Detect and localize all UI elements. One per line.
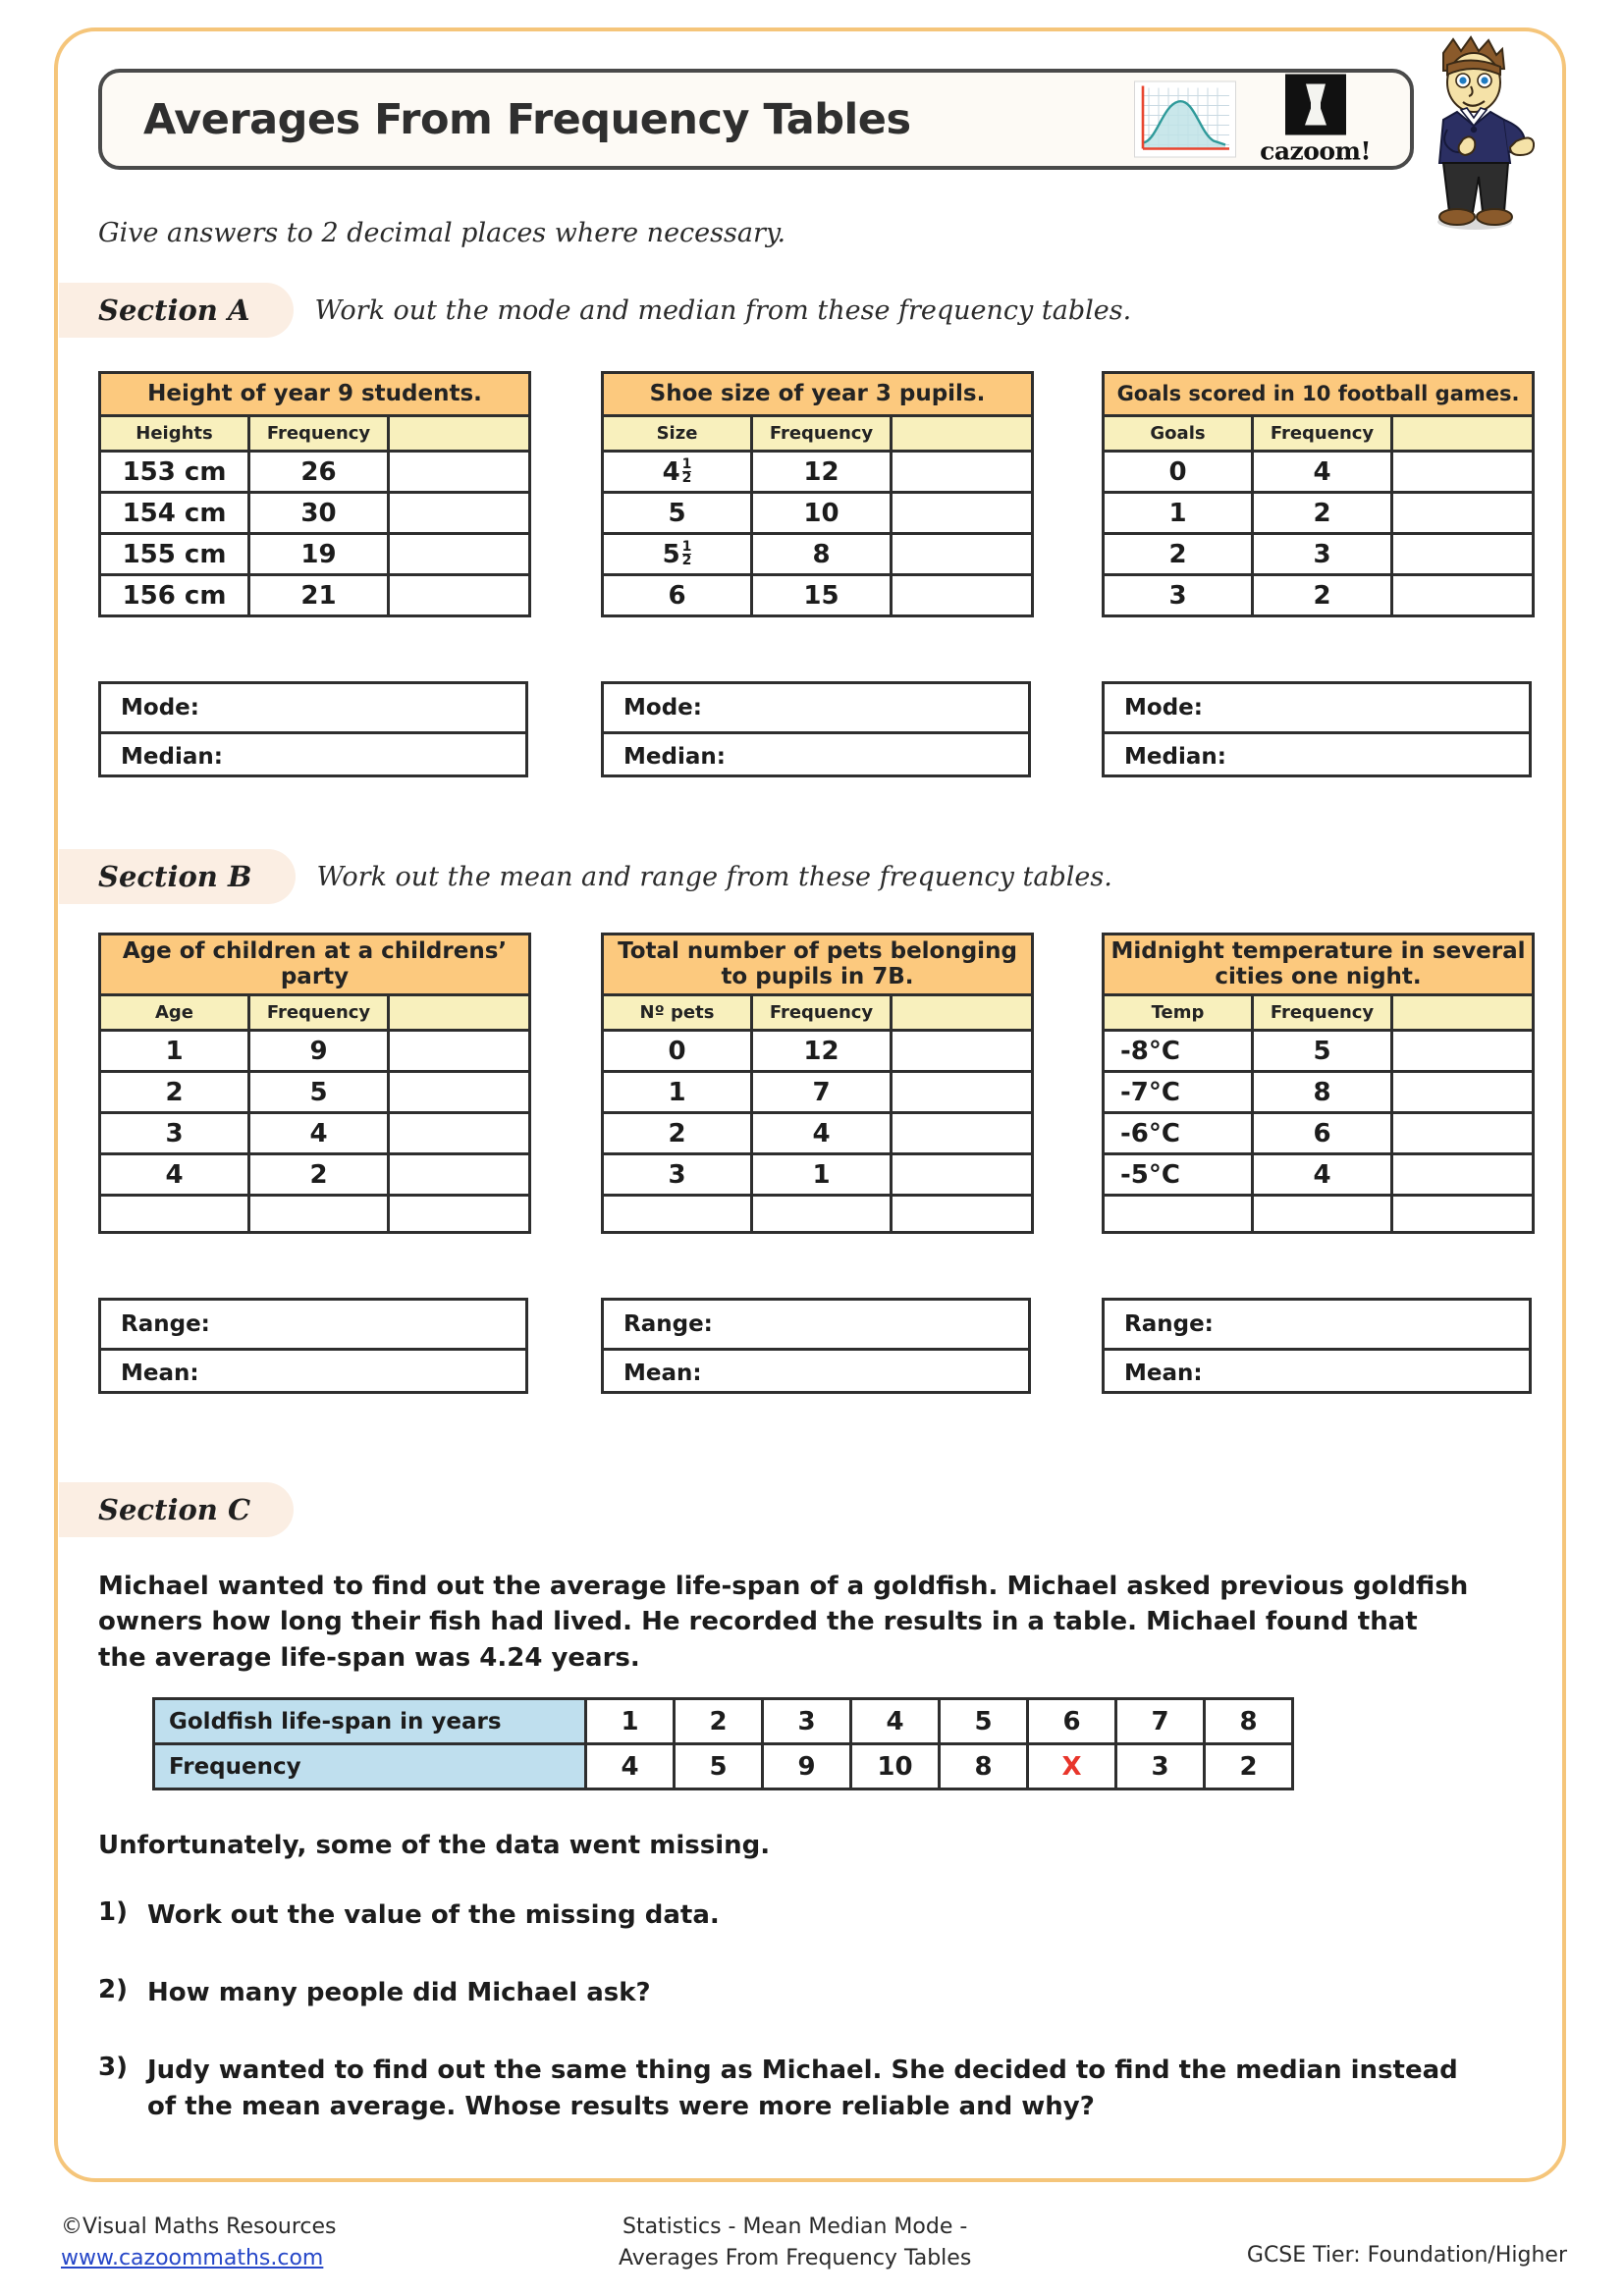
cell-total-blank[interactable]	[892, 1196, 1033, 1233]
answer-box-a1	[98, 681, 528, 777]
cell-frequency: 4	[586, 1744, 675, 1789]
cell-value: 3	[1104, 575, 1253, 616]
cell-working-blank[interactable]	[389, 452, 530, 493]
table-row	[603, 452, 1033, 493]
cell-lifespan: 1	[586, 1699, 675, 1744]
cell-working-blank[interactable]	[389, 1072, 530, 1113]
table-title: Total number of pets belonging to pupils in 7B.	[603, 934, 1033, 995]
section-a-header	[98, 283, 1131, 338]
column-header: Frequency	[752, 995, 892, 1031]
cell-frequency: 1	[752, 1154, 892, 1196]
table-row	[603, 575, 1033, 616]
answer-range[interactable]: Range:	[623, 1311, 713, 1337]
cell-frequency: 2	[1253, 493, 1392, 534]
cell-value: 155 cm	[100, 534, 249, 575]
question-2-number: 2)	[98, 1975, 128, 2004]
cell-total-blank[interactable]	[603, 1196, 752, 1233]
cell-total-blank[interactable]	[1392, 1196, 1534, 1233]
cell-value: 0	[603, 1031, 752, 1072]
cell-working-blank[interactable]	[389, 1031, 530, 1072]
answer-mode[interactable]: Mode:	[623, 695, 702, 721]
section-c-note: Unfortunately, some of the data went missing.	[98, 1831, 771, 1860]
cell-frequency: 21	[249, 575, 389, 616]
row-label-frequency: Frequency	[154, 1744, 586, 1789]
answer-box-a3	[1102, 681, 1532, 777]
answer-range[interactable]: Range:	[1124, 1311, 1214, 1337]
cell-working-blank[interactable]	[1392, 1154, 1534, 1196]
cell-lifespan: 3	[763, 1699, 851, 1744]
answer-mean[interactable]: Mean:	[1105, 1348, 1529, 1395]
table-total-row	[603, 1196, 1033, 1233]
column-header: Frequency	[1253, 416, 1392, 452]
cell-frequency: 30	[249, 493, 389, 534]
table-row	[100, 1154, 530, 1196]
column-header: Frequency	[249, 416, 389, 452]
section-b-label: Section B	[98, 860, 252, 893]
table-total-row	[1104, 1196, 1534, 1233]
answer-box-b2	[601, 1298, 1031, 1394]
question-1-text: Work out the value of the missing data.	[147, 1900, 720, 1930]
cell-frequency: 6	[1253, 1113, 1392, 1154]
table-row	[603, 493, 1033, 534]
table-height-year9	[98, 371, 531, 617]
cell-value: 3	[603, 1154, 752, 1196]
table-row	[603, 1072, 1033, 1113]
answer-box-b1	[98, 1298, 528, 1394]
column-header: Frequency	[1253, 995, 1392, 1031]
cell-working-blank[interactable]	[892, 1072, 1033, 1113]
cell-value: 4 $\frac{1}{2}$	[603, 452, 752, 493]
cell-frequency: 5	[1253, 1031, 1392, 1072]
cell-frequency: 26	[249, 452, 389, 493]
table-row	[1104, 575, 1534, 616]
cell-lifespan: 4	[851, 1699, 940, 1744]
cell-frequency: 7	[752, 1072, 892, 1113]
cell-working-blank[interactable]	[892, 534, 1033, 575]
column-header-blank	[389, 416, 530, 452]
cell-working-blank[interactable]	[892, 1031, 1033, 1072]
table-age-children-party	[98, 933, 531, 1234]
cell-frequency: 19	[249, 534, 389, 575]
cell-total-blank[interactable]	[752, 1196, 892, 1233]
footer-website-link[interactable]: www.cazoommaths.com	[61, 2245, 324, 2270]
answer-box-b3	[1102, 1298, 1532, 1394]
section-c-pill	[59, 1482, 294, 1537]
table-title: Shoe size of year 3 pupils.	[603, 373, 1033, 416]
cell-working-blank[interactable]	[1392, 1031, 1534, 1072]
answer-mode[interactable]: Mode:	[121, 695, 199, 721]
cell-frequency: 4	[1253, 452, 1392, 493]
table-goldfish-lifespan	[152, 1697, 1294, 1790]
table-title: Height of year 9 students.	[100, 373, 530, 416]
table-row	[1104, 1072, 1534, 1113]
cell-frequency: 3	[1253, 534, 1392, 575]
cell-working-blank[interactable]	[1392, 493, 1534, 534]
cell-frequency: 8	[940, 1744, 1028, 1789]
question-3-text: Judy wanted to find out the same thing as Michael. She decided to find the median instead of the mean average. Whose results were more reliable and why?	[147, 2056, 1458, 2121]
answer-median[interactable]: Median:	[1105, 731, 1529, 778]
page-title: Averages From Frequency Tables	[143, 94, 911, 144]
footer-copyright: ©Visual Maths Resources	[61, 2215, 337, 2239]
cell-frequency: 3	[1116, 1744, 1205, 1789]
section-c-header	[98, 1482, 294, 1537]
table-row-lifespan	[154, 1699, 1293, 1744]
table-row	[603, 534, 1033, 575]
cell-frequency: 9	[763, 1744, 851, 1789]
answer-median[interactable]: Median:	[604, 731, 1028, 778]
question-2-text: How many people did Michael ask?	[147, 1978, 651, 2007]
cell-frequency-missing: X	[1028, 1744, 1116, 1789]
cell-frequency: 12	[752, 1031, 892, 1072]
table-row	[100, 493, 530, 534]
answer-range[interactable]: Range:	[121, 1311, 210, 1337]
table-row	[603, 1031, 1033, 1072]
cell-value: 3	[100, 1113, 249, 1154]
column-header: Size	[603, 416, 752, 452]
column-header: Nº pets	[603, 995, 752, 1031]
page-footer	[0, 2204, 1624, 2292]
question-3-number: 3)	[98, 2053, 128, 2082]
cell-frequency: 5	[249, 1072, 389, 1113]
footer-center	[619, 2212, 971, 2274]
table-pets-7b	[601, 933, 1034, 1234]
cell-lifespan: 7	[1116, 1699, 1205, 1744]
answer-mode[interactable]: Mode:	[1124, 695, 1203, 721]
cell-working-blank[interactable]	[892, 1113, 1033, 1154]
cell-working-blank[interactable]	[389, 493, 530, 534]
answer-box-a2	[601, 681, 1031, 777]
cell-frequency: 2	[1253, 575, 1392, 616]
cell-lifespan: 2	[675, 1699, 763, 1744]
cell-value: 2	[1104, 534, 1253, 575]
cell-working-blank[interactable]	[1392, 1072, 1534, 1113]
section-b-pill	[59, 849, 296, 904]
table-row	[100, 1072, 530, 1113]
section-a-description: Work out the mode and median from these frequency tables.	[314, 294, 1132, 326]
cell-frequency: 10	[851, 1744, 940, 1789]
footer-left	[61, 2212, 337, 2274]
cell-value: 6	[603, 575, 752, 616]
hourglass-icon	[1285, 74, 1346, 134]
cell-frequency: 9	[249, 1031, 389, 1072]
cell-total-blank[interactable]	[389, 1196, 530, 1233]
table-row	[1104, 493, 1534, 534]
table-title: Midnight temperature in several cities one night.	[1104, 934, 1534, 995]
title-bar	[98, 69, 1414, 170]
section-c-paragraph: Michael wanted to find out the average life-span of a goldfish. Michael asked previous goldfish owners how long their fish had lived. He recorded the results in a table. Michael found that the average life-span was 4.24 years.	[98, 1572, 1469, 1673]
cell-working-blank[interactable]	[1392, 534, 1534, 575]
section-b-description: Work out the mean and range from these frequency tables.	[316, 861, 1112, 892]
cell-value: 153 cm	[100, 452, 249, 493]
table-row	[603, 1113, 1033, 1154]
cell-working-blank[interactable]	[892, 1154, 1033, 1196]
table-title: Goals scored in 10 football games.	[1104, 373, 1534, 416]
section-a-label: Section A	[98, 294, 250, 327]
question-1-number: 1)	[98, 1897, 128, 1927]
cell-lifespan: 6	[1028, 1699, 1116, 1744]
cell-total-blank[interactable]	[1104, 1196, 1253, 1233]
cell-frequency: 2	[249, 1154, 389, 1196]
table-row	[100, 1031, 530, 1072]
table-row	[1104, 534, 1534, 575]
cell-working-blank[interactable]	[389, 575, 530, 616]
cell-total-blank[interactable]	[100, 1196, 249, 1233]
column-header-blank	[892, 416, 1033, 452]
cell-working-blank[interactable]	[892, 452, 1033, 493]
cell-frequency: 8	[1253, 1072, 1392, 1113]
table-row	[100, 452, 530, 493]
cell-working-blank[interactable]	[1392, 452, 1534, 493]
cell-frequency: 2	[1205, 1744, 1293, 1789]
cell-value: -8°C	[1104, 1031, 1253, 1072]
footer-tier: GCSE Tier: Foundation/Higher	[1246, 2243, 1567, 2268]
student-mascot-icon	[1414, 35, 1546, 232]
column-header-blank	[389, 995, 530, 1031]
column-header: Frequency	[249, 995, 389, 1031]
cell-frequency: 15	[752, 575, 892, 616]
answer-median[interactable]: Median:	[101, 731, 525, 778]
cell-value: 2	[603, 1113, 752, 1154]
column-header-blank	[892, 995, 1033, 1031]
cell-value: -7°C	[1104, 1072, 1253, 1113]
table-row	[1104, 1154, 1534, 1196]
instruction-text: Give answers to 2 decimal places where necessary.	[98, 218, 786, 248]
cell-value: 1	[603, 1072, 752, 1113]
cazoom-logo	[1260, 74, 1371, 165]
table-row	[100, 534, 530, 575]
cell-value: -5°C	[1104, 1154, 1253, 1196]
cell-frequency: 4	[249, 1113, 389, 1154]
section-b-header	[98, 849, 1112, 904]
cell-working-blank[interactable]	[892, 493, 1033, 534]
cell-value: 2	[100, 1072, 249, 1113]
column-header: Heights	[100, 416, 249, 452]
cell-value: 154 cm	[100, 493, 249, 534]
column-header-blank	[1392, 995, 1534, 1031]
table-goals-football	[1102, 371, 1535, 617]
table-row	[1104, 452, 1534, 493]
table-midnight-temperature	[1102, 933, 1535, 1234]
cell-frequency: 5	[675, 1744, 763, 1789]
table-row	[1104, 1113, 1534, 1154]
row-label-lifespan: Goldfish life-span in years	[154, 1699, 586, 1744]
cell-working-blank[interactable]	[1392, 575, 1534, 616]
cell-working-blank[interactable]	[389, 1113, 530, 1154]
cell-total-blank[interactable]	[1253, 1196, 1392, 1233]
cell-working-blank[interactable]	[389, 534, 530, 575]
section-c-label: Section C	[98, 1493, 251, 1526]
table-row	[100, 1113, 530, 1154]
cell-working-blank[interactable]	[892, 575, 1033, 616]
table-row-frequency	[154, 1744, 1293, 1789]
cell-lifespan: 8	[1205, 1699, 1293, 1744]
column-header: Age	[100, 995, 249, 1031]
cell-working-blank[interactable]	[389, 1154, 530, 1196]
cell-frequency: 4	[752, 1113, 892, 1154]
cell-lifespan: 5	[940, 1699, 1028, 1744]
section-a-pill	[59, 283, 294, 338]
cell-frequency: 10	[752, 493, 892, 534]
table-shoe-size-year3	[601, 371, 1034, 617]
cell-value: 1	[1104, 493, 1253, 534]
column-header-blank	[1392, 416, 1534, 452]
cell-value: 5	[603, 493, 752, 534]
cell-value: 4	[100, 1154, 249, 1196]
cell-total-blank[interactable]	[249, 1196, 389, 1233]
cell-working-blank[interactable]	[1392, 1113, 1534, 1154]
cell-frequency: 8	[752, 534, 892, 575]
answer-mean[interactable]: Mean:	[101, 1348, 525, 1395]
column-header: Goals	[1104, 416, 1253, 452]
cell-value: 0	[1104, 452, 1253, 493]
cell-frequency: 12	[752, 452, 892, 493]
table-total-row	[100, 1196, 530, 1233]
table-row	[100, 575, 530, 616]
column-header: Temp	[1104, 995, 1253, 1031]
cell-frequency: 4	[1253, 1154, 1392, 1196]
logo-group	[1134, 74, 1371, 165]
cazoom-wordmark: cazoom!	[1260, 136, 1371, 165]
footer-topic-line2: Averages From Frequency Tables	[619, 2245, 972, 2270]
footer-topic-line1: Statistics - Mean Median Mode -	[622, 2215, 968, 2239]
answer-mean[interactable]: Mean:	[604, 1348, 1028, 1395]
cell-value: 5 $\frac{1}{2}$	[603, 534, 752, 575]
cell-value: 156 cm	[100, 575, 249, 616]
cell-value: 1	[100, 1031, 249, 1072]
bell-curve-icon	[1134, 81, 1236, 158]
table-row	[603, 1154, 1033, 1196]
cell-value: -6°C	[1104, 1113, 1253, 1154]
table-row	[1104, 1031, 1534, 1072]
table-title: Age of children at a childrens’ party	[100, 934, 530, 995]
column-header: Frequency	[752, 416, 892, 452]
